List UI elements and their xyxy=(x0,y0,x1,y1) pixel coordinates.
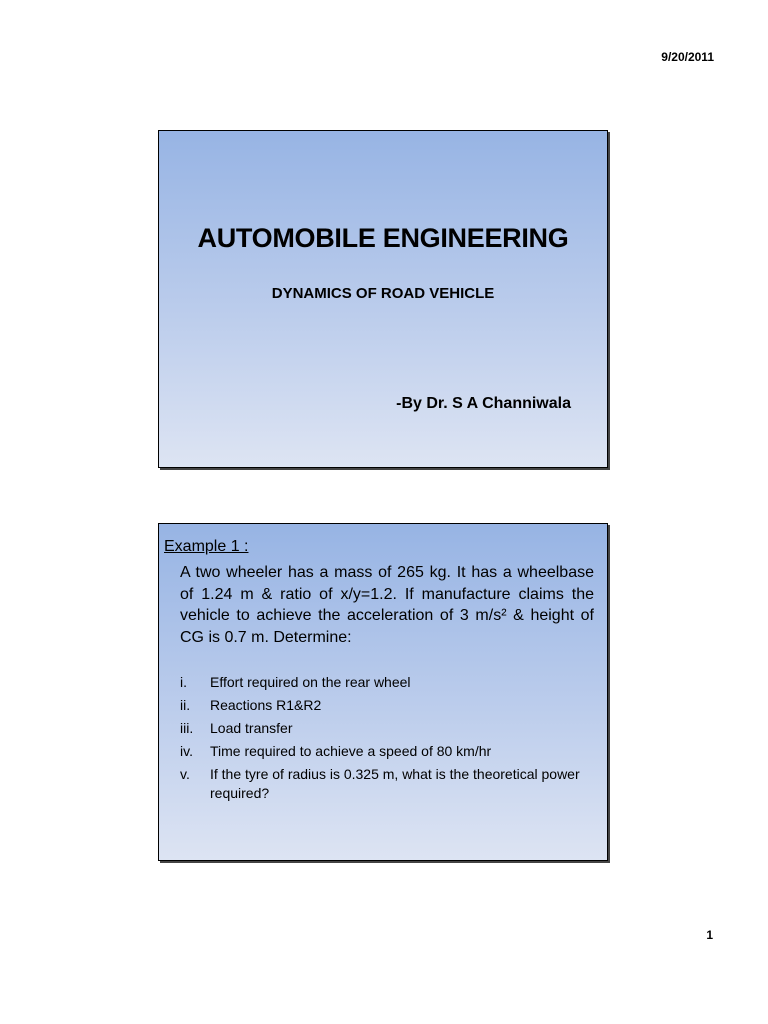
slide-title: AUTOMOBILE ENGINEERING xyxy=(197,223,569,253)
question-number: iv. xyxy=(180,743,193,759)
slide-subtitle: DYNAMICS OF ROAD VEHICLE xyxy=(271,285,495,302)
question-text: Time required to achieve a speed of 80 km/hr xyxy=(210,743,492,759)
question-text: If the tyre of radius is 0.325 m, what is the theoretical power required? xyxy=(210,766,580,801)
question-list xyxy=(164,673,594,807)
problem-statement: A two wheeler has a mass of 265 kg. It has a wheelbase of 1.24 m & ratio of x/y=1.2. If manufacture claims the vehicle to achieve the acceleration of 3 m/s² & height of CG is 0.7 m. Determine: xyxy=(180,564,594,646)
question-text: Reactions R1&R2 xyxy=(210,697,322,713)
list-item xyxy=(164,742,594,761)
question-number: v. xyxy=(180,766,190,782)
page-number: 1 xyxy=(706,928,713,942)
question-text: Load transfer xyxy=(210,720,293,736)
list-item xyxy=(164,765,594,803)
page-date: 9/20/2011 xyxy=(661,50,714,64)
example-slide xyxy=(158,523,608,861)
list-item xyxy=(164,719,594,738)
title-slide xyxy=(158,130,608,468)
question-text: Effort required on the rear wheel xyxy=(210,674,411,690)
list-item xyxy=(164,696,594,715)
question-number: ii. xyxy=(180,697,191,713)
question-number: iii. xyxy=(180,720,194,736)
slide-author: -By Dr. S A Channiwala xyxy=(396,395,571,412)
example-heading: Example 1 : xyxy=(164,538,249,555)
question-number: i. xyxy=(180,674,187,690)
list-item xyxy=(164,673,594,692)
